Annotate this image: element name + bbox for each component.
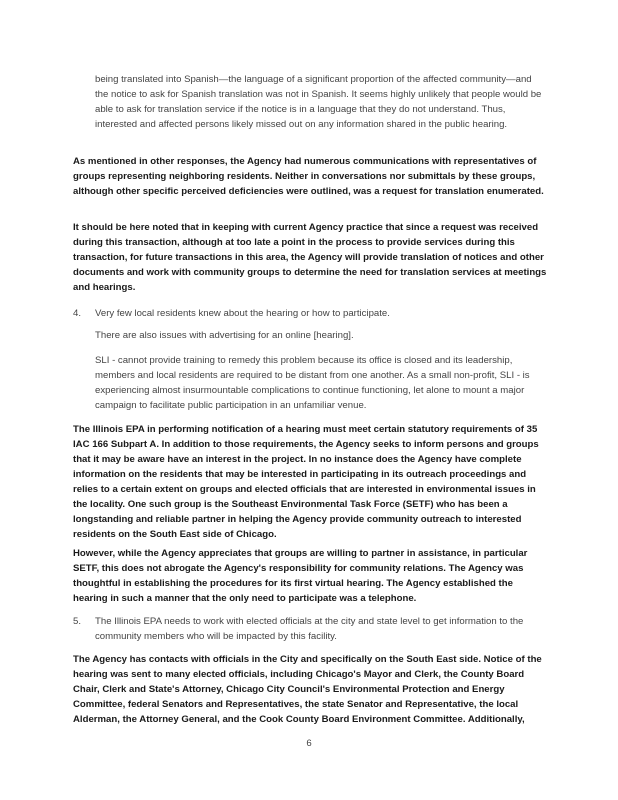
list-item-number: 5.	[73, 616, 82, 627]
quote-paragraph: There are also issues with advertising for an online [hearing].	[95, 330, 354, 341]
response-paragraph: The Illinois EPA in performing notification of a hearing must meet certain statutory requirements of 35 IAC 166 Subpart A. In addition to those requirements, the Agency seeks to inform persons and groups that it may be aware have an interest in the project. In no instance does the Agency have complete information on the residents that may be interested in participating in its outreach proceedings and relies to a certain extent on groups and elected officials that are interested in environmental issues in the locality. One such group is the Southeast Environmental Task Force (SETF) who has been a longstanding and reliable partner in helping the Agency provide community outreach to interested residents on the South East side of Chicago.	[73, 424, 539, 540]
page-number: 6	[306, 738, 312, 749]
response-paragraph: However, while the Agency appreciates that groups are willing to partner in assistance, in particular SETF, this does not abrogate the Agency's responsibility for community relations. The Agency was thoughtful in establishing the procedures for its first virtual hearing. The Agency established the hearing in such a manner that the only need to participate was a telephone.	[73, 548, 528, 604]
response-paragraph: As mentioned in other responses, the Agency had numerous communications with representatives of groups representing neighboring residents. Neither in conversations nor submittals by these groups, although other specific perceived deficiencies were outlined, was a request for translation enumerated.	[73, 156, 544, 197]
list-item-text: Very few local residents knew about the hearing or how to participate.	[95, 308, 390, 319]
quote-paragraph: being translated into Spanish—the language of a significant proportion of the affected community—and the notice to ask for Spanish translation was not in Spanish. It seems highly unlikely that people would be able to ask for translation service if the notice is in a language that they do not understand. Thus, interested and affected persons likely missed out on any information shared in the public hearing.	[95, 74, 542, 130]
list-item-text: The Illinois EPA needs to work with elected officials at the city and state level to get information to the community members who will be impacted by this facility.	[95, 616, 524, 642]
quote-paragraph: SLI - cannot provide training to remedy this problem because its office is closed and its leadership, members and local residents are required to be distant from one another. As a small non-profit, SLI - is experiencing almost insurmountable complications to continue functioning, let alone to mount a major campaign to facilitate public participation in an unfamiliar venue.	[95, 355, 530, 411]
list-item-number: 4.	[73, 308, 82, 319]
response-paragraph: The Agency has contacts with officials in the City and specifically on the South East side. Notice of the hearing was sent to many elected officials, including Chicago's Mayor and Clerk, the County Board Chair, Clerk and State's Attorney, Chicago City Council's Environmental Protection and Energy Committee, federal Senators and Representatives, the state Senator and Representative, the local Alderman, the Attorney General, and the Cook County Board Environment Committee. Additionally,	[73, 654, 542, 725]
response-paragraph: It should be here noted that in keeping with current Agency practice that since a request was received during this transaction, although at too late a point in the process to provide services during this transaction, for future transactions in this area, the Agency will provide translation of notices and other documents and work with community groups to determine the need for translation services at meetings and hearings.	[73, 222, 547, 293]
